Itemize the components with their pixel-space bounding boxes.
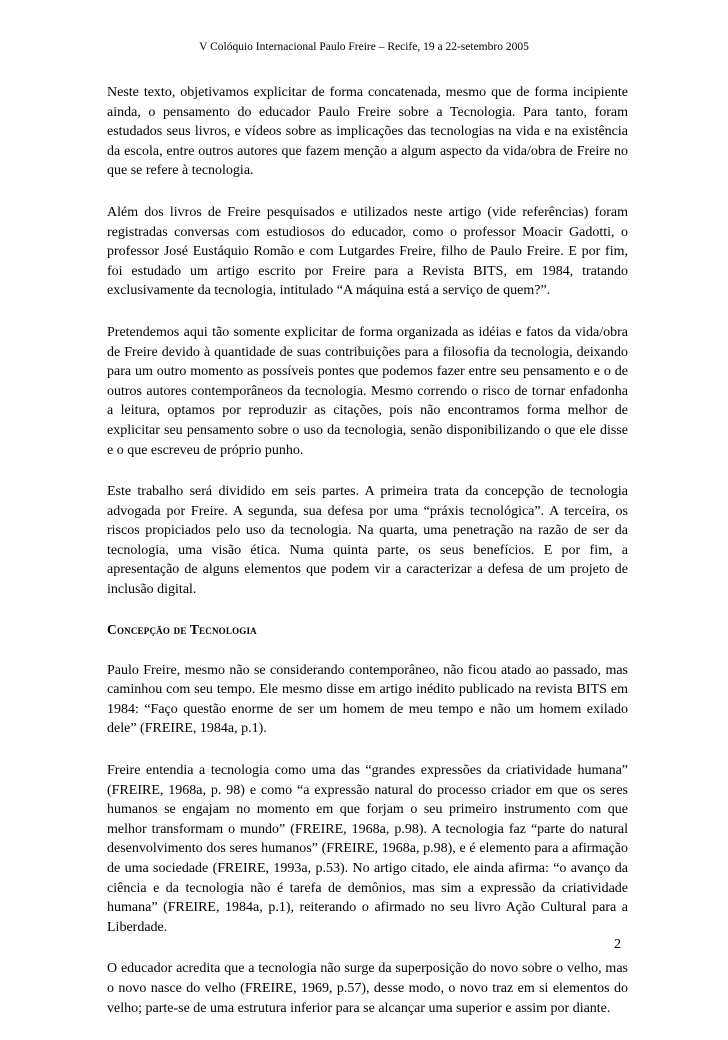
paragraph: O educador acredita que a tecnologia não surge da superposição do novo sobre o velho, mas o novo nasce do velho (FREIRE, 1969, p.57), desse modo, o novo traz em si elementos do velho; parte-se de uma estrutura inferior para se alcançar uma superior e assim por diante.: [107, 961, 628, 1016]
paragraph: Neste texto, objetivamos explicitar de forma concatenada, mesmo que de forma incipiente ainda, o pensamento do educador Paulo Freire sobre a Tecnologia. Para tanto, foram estudados seus livros, e vídeos sobre as implicações das tecnologias na vida e na existência da escola, entre outros autores que fazem menção a algum aspecto da vida/obra de Freire no que se refere à tecnologia.: [107, 85, 628, 179]
body-text: [107, 83, 628, 1040]
paragraph: Além dos livros de Freire pesquisados e utilizados neste artigo (vide referências) foram registradas conversas com estudiosos do educador, como o professor Moacir Gadotti, o professor José Eustáquio Romão e com Lutgardes Freire, filho de Paulo Freire. E por fim, foi estudado um artigo escrito por Freire para a Revista BITS, em 1984, tratando exclusivamente da tecnologia, intitulado “A máquina está a serviço de quem?”.: [107, 204, 628, 299]
section-heading: Concepção de Tecnologia: [107, 621, 257, 637]
paragraph: Freire entendia a tecnologia como uma das “grandes expressões da criatividade humana” (FREIRE, 1968a, p. 98) e como “a expressão natural do processo criador em que os seres humanos se engajam no momento em que forjam o seu primeiro instrumento com que melhor transformam o mundo” (FREIRE, 1968a, p.98). A tecnologia faz “parte do natural desenvolvimento dos seres humanos” (FREIRE, 1968a, p.98), e é elemento para a afirmação de uma sociedade (FREIRE, 1993a, p.53). No artigo citado, ele ainda afirma: “o avanço da ciência e da tecnologia não é tarefa de demônios, mas sim a expressão da criatividade humana” (FREIRE, 1984a, p.1), reiterando o afirmado no seu livro Ação Cultural para a Liberdade.: [107, 763, 628, 935]
paragraph: Pretendemos aqui tão somente explicitar de forma organizada as idéias e fatos da vida/obra de Freire devido à quantidade de suas contribuições para a filosofia da tecnologia, deixando para um outro momento as possíveis pontes que podemos fazer entre seu pensamento e o de outros autores contemporâneos da tecnologia. Mesmo correndo o risco de tornar enfadonha a leitura, optamos por reproduzir as citações, pois não encontramos forma melhor de explicitar seu pensamento sobre o uso da tecnologia, senão disponibilizando o que ele disse e o que escreveu de próprio punho.: [107, 324, 628, 458]
running-header: V Colóquio Internacional Paulo Freire – Recife, 19 a 22-setembro 2005: [199, 41, 529, 53]
paragraph: Paulo Freire, mesmo não se considerando contemporâneo, não ficou atado ao passado, mas caminhou com seu tempo. Ele mesmo disse em artigo inédito publicado na revista BITS em 1984: “Faço questão enorme de ser um homem de meu tempo e não um homem exilado dele” (FREIRE, 1984a, p.1).: [107, 662, 628, 737]
paragraph: Este trabalho será dividido em seis partes. A primeira trata da concepção de tecnologia advogada por Freire. A segunda, sua defesa por uma “práxis tecnológica”. A terceira, os riscos propiciados pelo uso da tecnologia. Na quarta, uma penetração na razão de ser da tecnologia, uma visão ética. Numa quinta parte, os seus benefícios. E por fim, a apresentação de alguns elementos que podem vir a caracterizar a defesa de um projeto de inclusão digital.: [107, 484, 628, 598]
page-number: 2: [614, 937, 621, 952]
